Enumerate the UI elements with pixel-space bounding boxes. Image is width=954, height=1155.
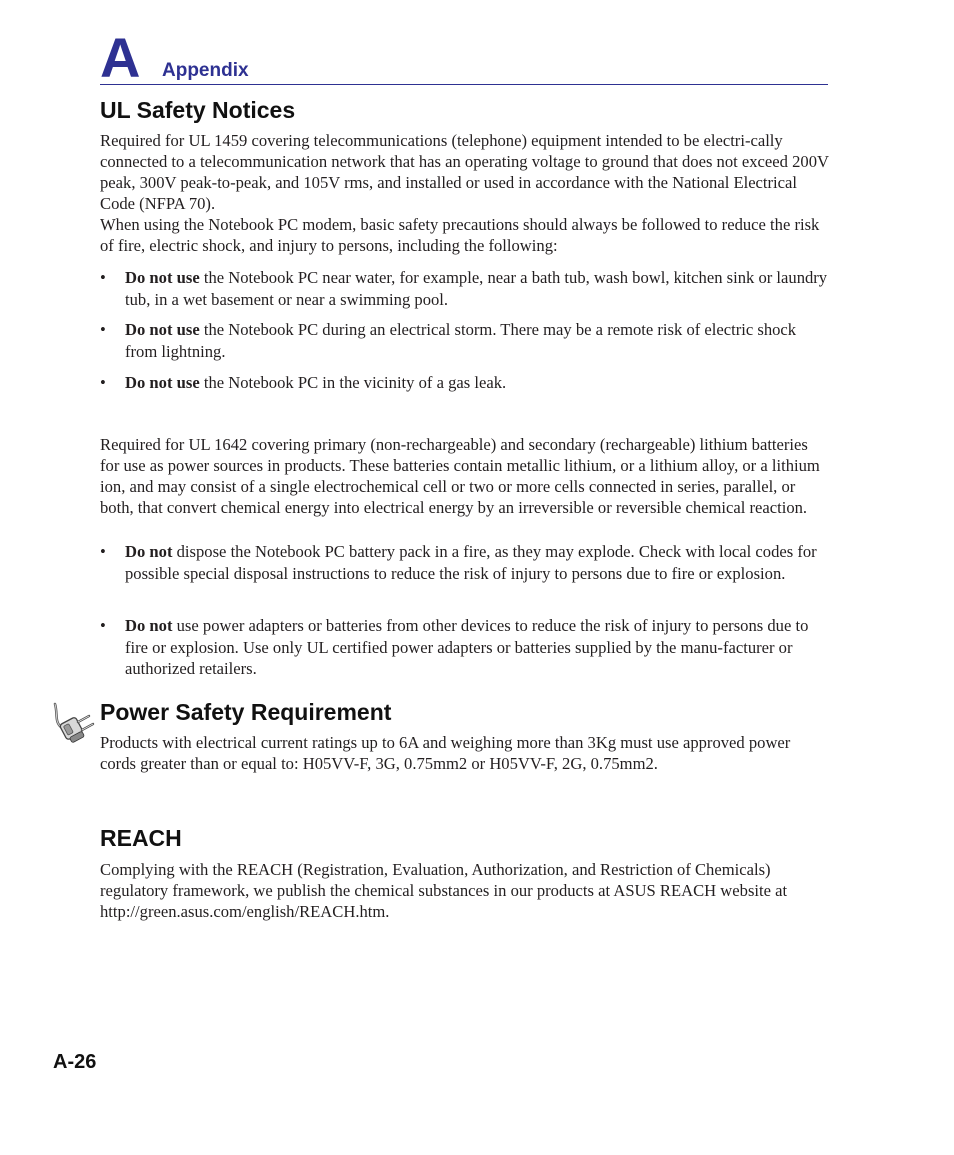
- ul-safety-heading: UL Safety Notices: [100, 97, 296, 123]
- bullet-body: the Notebook PC in the vicinity of a gas leak.: [199, 373, 507, 392]
- power-safety-heading: Power Safety Requirement: [100, 699, 392, 725]
- power-plug-icon: [52, 700, 98, 744]
- bullet-body: dispose the Notebook PC battery pack in a fire, as they may explode. Check with local codes for possible special disposal instructions to reduce the risk of injury to persons due to fire or explosion.: [125, 542, 817, 583]
- bullet-emphasis: Do not: [125, 542, 173, 561]
- bullet-item: [100, 319, 830, 362]
- power-safety-body: Products with electrical current ratings up to 6A and weighing more than 3Kg must use approved power cords greater than or equal to: H05VV-F, 3G, 0.75mm2 or H05VV-F, 2G, 0.75mm2.: [100, 733, 791, 773]
- bullet-item: [100, 615, 830, 680]
- bullet-item: [100, 541, 830, 584]
- bullet-icon: •: [100, 616, 106, 635]
- ul-battery-intro: Required for UL 1642 covering primary (non-rechargeable) and secondary (rechargeable) lithium batteries for use as power sources in products. These batteries contain metallic lithium, or a lithium alloy, or a lithium ion, and may consist of a single electrochemical cell or two or more cells connected in series, parallel, or both, that convert chemical energy into electrical energy by an irreversible or reversible chemical reaction.: [100, 435, 820, 517]
- bullet-icon: •: [100, 320, 106, 339]
- header-divider: [100, 84, 828, 85]
- chapter-letter: A: [100, 26, 141, 89]
- ul-safety-intro-1: Required for UL 1459 covering telecommunications (telephone) equipment intended to be electri-cally connected to a telecommunication network that has an operating voltage to ground that does not exceed 200V peak, 300V peak-to-peak, and 105V rms, and installed or used in accordance with the National Electrical Code (NFPA 70).: [100, 131, 829, 213]
- bullet-text: [125, 319, 830, 362]
- bullet-text: [125, 541, 830, 584]
- bullet-body: the Notebook PC near water, for example, near a bath tub, wash bowl, kitchen sink or laundry tub, in a wet basement or near a swimming pool.: [125, 268, 828, 309]
- ul-safety-intro-2: When using the Notebook PC modem, basic safety precautions should always be followed to reduce the risk of fire, electric shock, and injury to persons, including the following:: [100, 215, 820, 255]
- bullet-body: use power adapters or batteries from other devices to reduce the risk of injury to persons due to fire or explosion. Use only UL certified power adapters or batteries supplied by the manu-facturer or authorized retailers.: [125, 616, 809, 678]
- bullet-emphasis: Do not use: [125, 320, 200, 339]
- bullet-emphasis: Do not use: [125, 373, 200, 392]
- bullet-emphasis: Do not use: [125, 268, 200, 287]
- bullet-text: [125, 615, 830, 680]
- bullet-icon: •: [100, 542, 106, 561]
- chapter-name: Appendix: [162, 60, 249, 81]
- reach-body: Complying with the REACH (Registration, Evaluation, Authorization, and Restriction of Chemicals) regulatory framework, we publish the chemical substances in our products at ASUS REACH website at http://green.asus.com/english/REACH.htm.: [100, 860, 788, 921]
- bullet-body: the Notebook PC during an electrical storm. There may be a remote risk of electric shock from lightning.: [125, 320, 797, 361]
- bullet-emphasis: Do not: [125, 616, 173, 635]
- page-number: A-26: [53, 1051, 97, 1073]
- bullet-item: [100, 267, 830, 310]
- bullet-icon: •: [100, 373, 106, 392]
- bullet-item: [100, 372, 830, 394]
- bullet-icon: •: [100, 268, 106, 287]
- reach-heading: REACH: [100, 825, 182, 851]
- bullet-text: [125, 372, 830, 394]
- bullet-text: [125, 267, 830, 310]
